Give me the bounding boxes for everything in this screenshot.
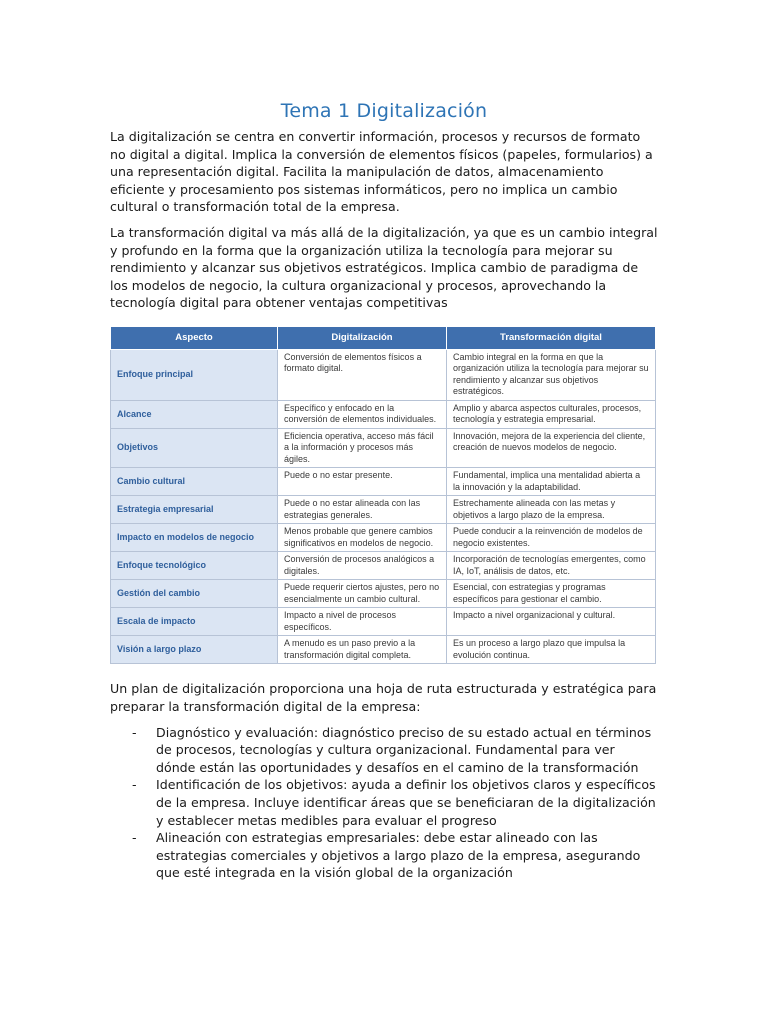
aspect-cell: Escala de impacto [111,608,278,636]
table-row [111,552,656,580]
page-title: Tema 1 Digitalización [280,100,488,122]
transform-cell: Amplio y abarca aspectos culturales, procesos, tecnología y estrategia empresarial. [447,400,656,428]
table-row [111,400,656,428]
header-aspecto: Aspecto [111,326,278,349]
digital-cell: Eficiencia operativa, acceso más fácil a la información y procesos más ágiles. [278,428,447,468]
table-row [111,468,656,496]
table-row [111,580,656,608]
aspect-cell: Gestión del cambio [111,580,278,608]
list-item [110,724,658,777]
digital-cell: Puede requerir ciertos ajustes, pero no esencialmente un cambio cultural. [278,580,447,608]
paragraph-digitalizacion: La digitalización se centra en convertir información, procesos y recursos de formato no digital a digital. Implica la conversión de elementos físicos (papeles, formularios) a una representación digital. Facilita la manipulación de datos, almacenamiento eficiente y procesamiento pos sistemas informáticos, pero no implica un cambio cultural o transformación total de la empresa. [110,129,653,215]
bullet-dash: - [132,777,137,793]
plan-list [110,724,658,882]
transform-cell: Es un proceso a largo plazo que impulsa la evolución continua. [447,636,656,664]
transform-cell: Incorporación de tecnologías emergentes, como IA, IoT, análisis de datos, etc. [447,552,656,580]
digital-cell: Conversión de procesos analógicos a digitales. [278,552,447,580]
transform-cell: Puede conducir a la reinvención de modelos de negocio existentes. [447,524,656,552]
aspect-cell: Estrategia empresarial [111,496,278,524]
digital-cell: Menos probable que genere cambios significativos en modelos de negocio. [278,524,447,552]
bullet-dash: - [132,724,137,740]
table-row [111,349,656,400]
aspect-cell: Objetivos [111,428,278,468]
digital-cell: Específico y enfocado en la conversión de elementos individuales. [278,400,447,428]
list-item [110,776,658,829]
aspect-cell: Impacto en modelos de negocio [111,524,278,552]
transform-cell: Impacto a nivel organizacional y cultural. [447,608,656,636]
comparison-table [110,326,656,665]
digital-cell: Impacto a nivel de procesos específicos. [278,608,447,636]
aspect-cell: Alcance [111,400,278,428]
list-item-text: Identificación de los objetivos: ayuda a definir los objetivos claros y específicos de la empresa. Incluye identificar áreas que se beneficiaran de la digitalización y establecer metas medibles para evaluar el progreso [156,777,656,828]
aspect-cell: Cambio cultural [111,468,278,496]
table-row [111,636,656,664]
transform-cell: Cambio integral en la forma en que la organización utiliza la tecnología para mejorar su rendimiento y alcanzar sus objetivos estratégicos. [447,349,656,400]
table-row [111,496,656,524]
table-row [111,524,656,552]
digital-cell: A menudo es un paso previo a la transformación digital completa. [278,636,447,664]
aspect-cell: Visión a largo plazo [111,636,278,664]
list-item-text: Alineación con estrategias empresariales: debe estar alineado con las estrategias comerciales y objetivos a largo plazo de la empresa, asegurando que esté integrada en la visión global de la organización [156,830,641,881]
digital-cell: Puede o no estar alineada con las estrategias generales. [278,496,447,524]
header-digitalizacion: Digitalización [278,326,447,349]
list-item [110,829,658,882]
bullet-dash: - [132,830,137,846]
paragraph-transformacion: La transformación digital va más allá de la digitalización, ya que es un cambio integral y profundo en la forma que la organización utiliza la tecnología para mejorar su rendimiento y alcanzar sus objetivos estratégicos. Implica cambio de paradigma de los modelos de negocio, la cultura organizacional y procesos, aprovechando la tecnología digital para obtener ventajas competitivas [110,224,658,311]
list-item-text: Diagnóstico y evaluación: diagnóstico preciso de su estado actual en términos de procesos, tecnologías y cultura organizacional. Fundamental para ver dónde están las oportunidades y desafíos en el camino de la transformación [156,724,652,775]
digital-cell: Puede o no estar presente. [278,468,447,496]
transform-cell: Estrechamente alineada con las metas y objetivos a largo plazo de la empresa. [447,496,656,524]
table-row [111,608,656,636]
table-header-row [111,326,656,349]
transform-cell: Innovación, mejora de la experiencia del cliente, creación de nuevos modelos de negocio. [447,428,656,468]
header-transformacion: Transformación digital [447,326,656,349]
transform-cell: Esencial, con estrategias y programas específicos para gestionar el cambio. [447,580,656,608]
transform-cell: Fundamental, implica una mentalidad abierta a la innovación y la adaptabilidad. [447,468,656,496]
table-row [111,428,656,468]
aspect-cell: Enfoque principal [111,349,278,400]
plan-intro: Un plan de digitalización proporciona una hoja de ruta estructurada y estratégica para preparar la transformación digital de la empresa: [110,681,657,715]
aspect-cell: Enfoque tecnológico [111,552,278,580]
digital-cell: Conversión de elementos físicos a formato digital. [278,349,447,400]
